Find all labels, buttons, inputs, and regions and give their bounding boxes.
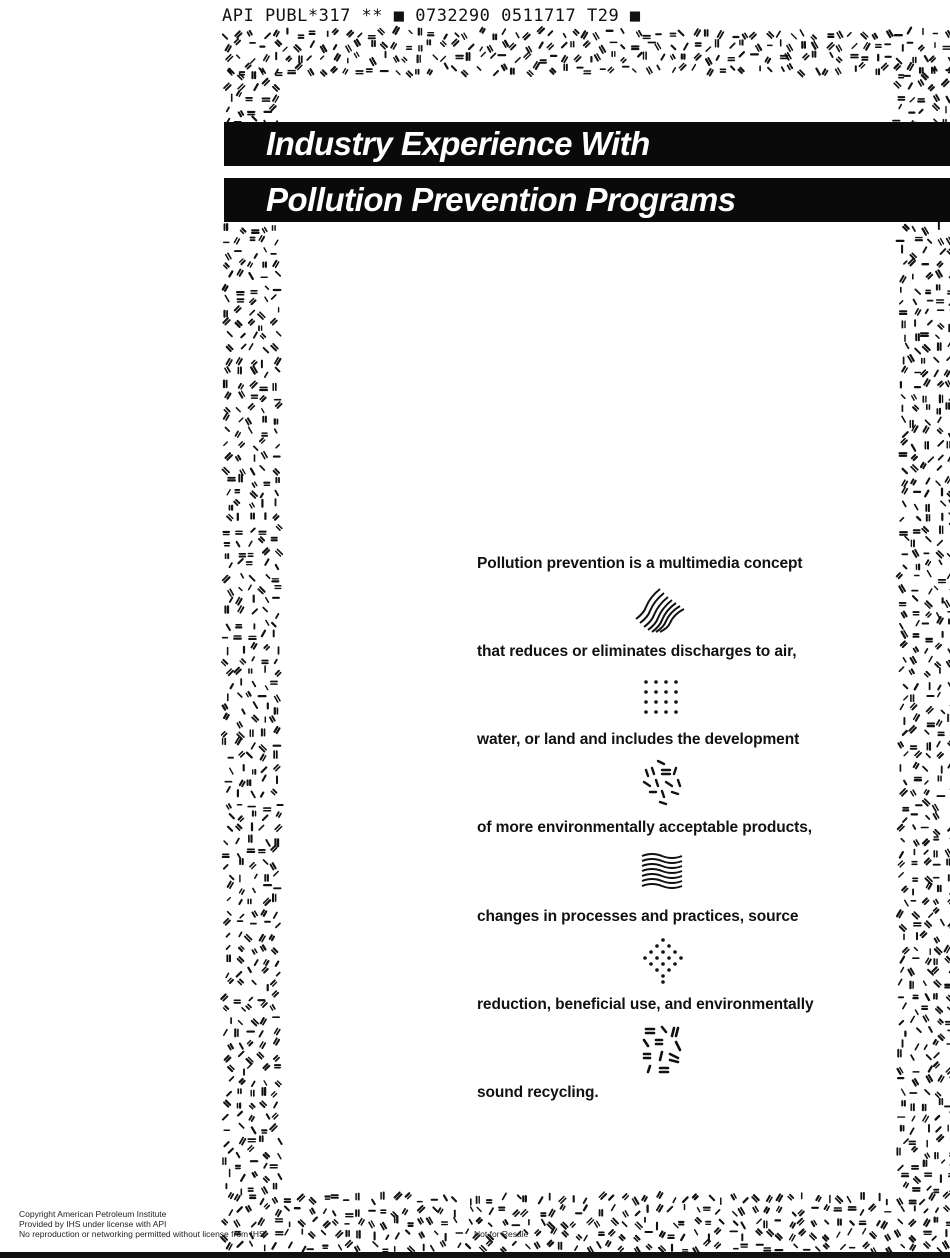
title-line-2: Pollution Prevention Programs — [224, 178, 950, 222]
not-for-resale-label: Not for Resale — [474, 1229, 529, 1239]
diagonal-lines-icon — [632, 583, 690, 633]
bottom-edge-band — [0, 1252, 950, 1258]
dash-cluster-icon — [640, 1024, 690, 1076]
body-line-1: Pollution prevention is a multimedia concept — [477, 555, 803, 572]
wavy-lines-icon — [638, 850, 686, 892]
body-line-2: that reduces or eliminates discharges to air, — [477, 643, 797, 660]
document-code: API PUBL*317 ** ■ 0732290 0511717 T29 ■ — [222, 6, 641, 26]
copyright-notice — [19, 1209, 319, 1239]
body-line-4: of more environmentally acceptable products, — [477, 819, 812, 836]
dot-grid-icon — [640, 676, 684, 716]
title-line-1: Industry Experience With — [224, 122, 950, 166]
reproduction-line: No reproduction or networking permitted without license from IHS — [19, 1229, 265, 1239]
body-line-6: reduction, beneficial use, and environmentally — [477, 996, 814, 1013]
license-line: Provided by IHS under license with API — [19, 1219, 167, 1229]
body-line-5: changes in processes and practices, source — [477, 908, 799, 925]
scattered-dashes-icon — [638, 758, 688, 806]
body-line-3: water, or land and includes the development — [477, 731, 800, 748]
dot-diamond-icon — [638, 936, 688, 986]
copyright-line: Copyright American Petroleum Institute — [19, 1209, 167, 1219]
body-line-7: sound recycling. — [477, 1084, 599, 1101]
